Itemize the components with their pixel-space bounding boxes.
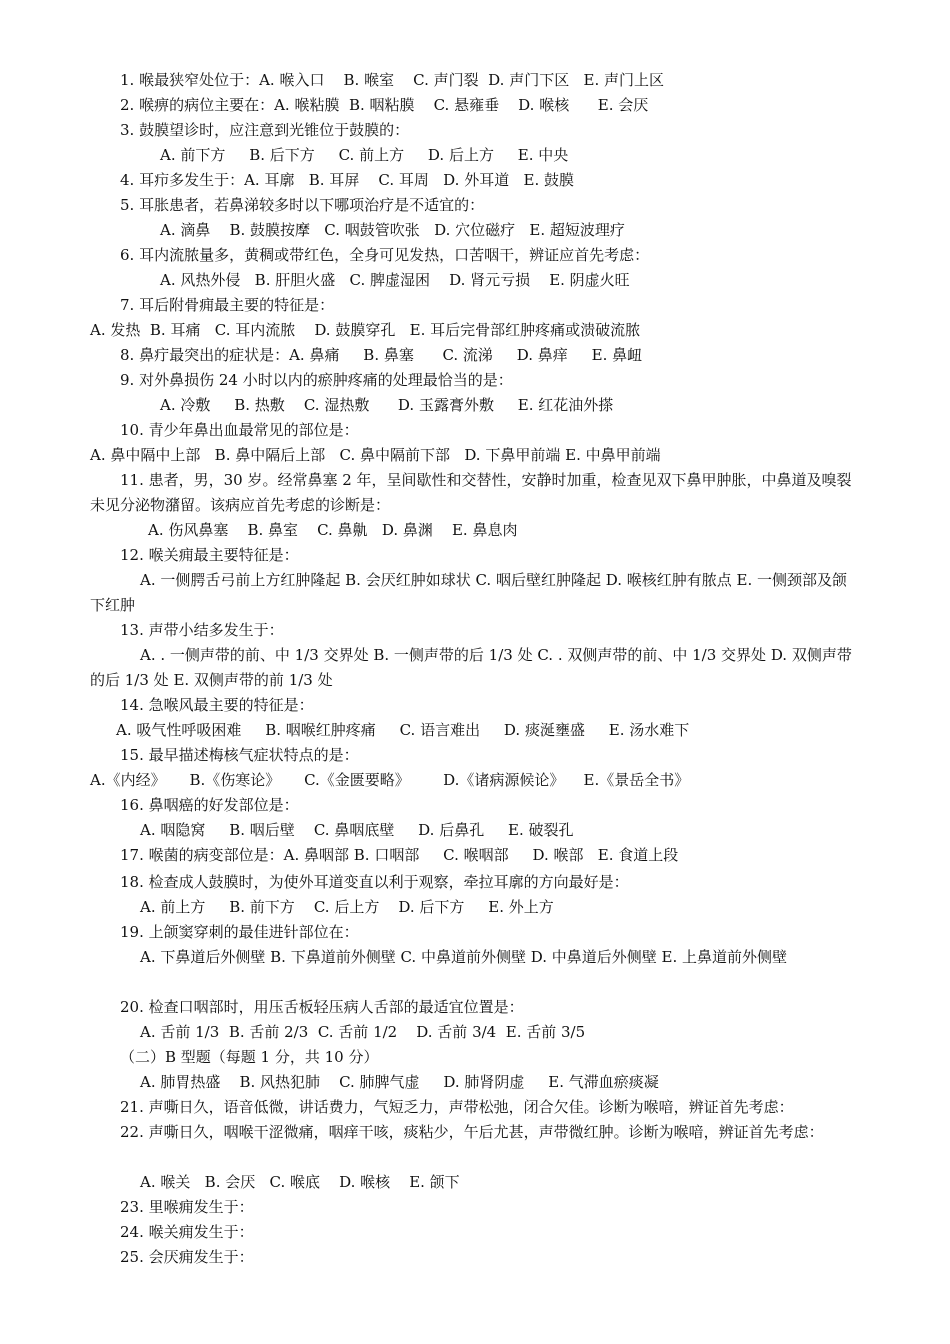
question-4: 4. 耳疖多发生于：A. 耳廓 B. 耳屏 C. 耳周 D. 外耳道 E. 鼓膜: [120, 171, 574, 189]
question-14: 14. 急喉风最主要的特征是：: [120, 696, 314, 714]
question-21: 21. 声嘶日久，语音低微，讲话费力，气短乏力，声带松弛，闭合欠佳。诊断为喉喑，辨证首先考虑：: [120, 1098, 794, 1116]
question-19-options: A. 下鼻道后外侧壁 B. 下鼻道前外侧壁 C. 中鼻道前外侧壁 D. 中鼻道后外侧壁 E. 上鼻道前外侧壁: [140, 948, 787, 966]
question-3-options: A. 前下方 B. 后下方 C. 前上方 D. 后上方 E. 中央: [160, 146, 569, 164]
question-16: 16. 鼻咽癌的好发部位是：: [120, 796, 299, 814]
section-b-options-1: A. 肺胃热盛 B. 风热犯肺 C. 肺脾气虚 D. 肺肾阴虚 E. 气滞血瘀痰凝: [140, 1073, 659, 1091]
question-13: 13. 声带小结多发生于：: [120, 621, 284, 639]
question-11: 11. 患者，男，30 岁。经常鼻塞 2 年，呈间歇性和交替性，安静时加重，检查见双下鼻甲肿胀，中鼻道及嗅裂未见分泌物潴留。该病应首先考虑的诊断是：: [90, 471, 852, 514]
question-18: 18. 检查成人鼓膜时，为使外耳道变直以利于观察，牵拉耳廓的方向最好是：: [120, 873, 629, 891]
question-5-options: A. 滴鼻 B. 鼓膜按摩 C. 咽鼓管吹张 D. 穴位磁疗 E. 超短波理疗: [160, 221, 625, 239]
question-22: 22. 声嘶日久，咽喉干涩微痛，咽痒干咳，痰粘少，午后尤甚，声带微红肿。诊断为喉喑，辨证首先考虑：: [120, 1123, 824, 1141]
question-10-options: A. 鼻中隔中上部 B. 鼻中隔后上部 C. 鼻中隔前下部 D. 下鼻甲前端 E. 中鼻甲前端: [90, 446, 661, 464]
question-5: 5. 耳胀患者，若鼻涕较多时以下哪项治疗是不适宜的：: [120, 196, 485, 214]
question-17: 17. 喉菌的病变部位是：A. 鼻咽部 B. 口咽部 C. 喉咽部 D. 喉部 E. 食道上段: [120, 846, 679, 864]
question-10: 10. 青少年鼻出血最常见的部位是：: [120, 421, 359, 439]
question-23: 23. 里喉痈发生于：: [120, 1198, 254, 1216]
question-18-options: A. 前上方 B. 前下方 C. 后上方 D. 后下方 E. 外上方: [140, 898, 554, 916]
question-15: 15. 最早描述梅核气症状特点的是：: [120, 746, 359, 764]
question-1: 1. 喉最狭窄处位于：A. 喉入口 B. 喉室 C. 声门裂 D. 声门下区 E. 声门上区: [120, 71, 664, 89]
question-9-options: A. 冷敷 B. 热敷 C. 湿热敷 D. 玉露膏外敷 E. 红花油外搽: [160, 396, 614, 414]
question-6-options: A. 风热外侵 B. 肝胆火盛 C. 脾虚湿困 D. 肾元亏损 E. 阴虚火旺: [160, 271, 630, 289]
question-11-options: A. 伤风鼻塞 B. 鼻室 C. 鼻鼽 D. 鼻渊 E. 鼻息肉: [148, 521, 518, 539]
section-b-heading: （二）B 型题（每题 1 分，共 10 分）: [120, 1048, 379, 1066]
question-14-options: A. 吸气性呼吸困难 B. 咽喉红肿疼痛 C. 语言难出 D. 痰涎壅盛 E. 汤水难下: [116, 721, 690, 739]
question-6: 6. 耳内流脓量多，黄稠或带红色，全身可见发热，口苦咽干，辨证应首先考虑：: [120, 246, 650, 264]
question-2: 2. 喉痹的病位主要在：A. 喉粘膜 B. 咽粘膜 C. 悬雍垂 D. 喉核 E. 会厌: [120, 96, 649, 114]
question-12-options: A. 一侧腭舌弓前上方红肿隆起 B. 会厌红肿如球状 C. 咽后壁红肿隆起 D. 喉核红肿有脓点 E. 一侧颈部及颌下红肿: [90, 571, 847, 614]
question-20-options: A. 舌前 1/3 B. 舌前 2/3 C. 舌前 1/2 D. 舌前 3/4 E. 舌前 3/5: [140, 1023, 586, 1041]
question-19: 19. 上颌窦穿刺的最佳进针部位在：: [120, 923, 359, 941]
section-b-options-2: A. 喉关 B. 会厌 C. 喉底 D. 喉核 E. 颌下: [140, 1173, 460, 1191]
question-7: 7. 耳后附骨痈最主要的特征是：: [120, 296, 335, 314]
question-20: 20. 检查口咽部时，用压舌板轻压病人舌部的最适宜位置是：: [120, 998, 524, 1016]
question-13-options: A. . 一侧声带的前、中 1/3 交界处 B. 一侧声带的后 1/3 处 C. . 双侧声带的前、中 1/3 交界处 D. 双侧声带的后 1/3 处 E. 双侧声带的前 1/3 处: [90, 646, 852, 689]
question-24: 24. 喉关痈发生于：: [120, 1223, 254, 1241]
question-12: 12. 喉关痈最主要特征是：: [120, 546, 299, 564]
question-8: 8. 鼻疔最突出的症状是：A. 鼻痛 B. 鼻塞 C. 流涕 D. 鼻痒 E. 鼻衄: [120, 346, 643, 364]
question-15-options: A.《内经》 B.《伤寒论》 C.《金匮要略》 D.《诸病源候论》 E.《景岳全书》: [90, 771, 690, 789]
question-3: 3. 鼓膜望诊时，应注意到光锥位于鼓膜的：: [120, 121, 410, 139]
question-9: 9. 对外鼻损伤 24 小时以内的瘀肿疼痛的处理最恰当的是：: [120, 371, 513, 389]
question-25: 25. 会厌痈发生于：: [120, 1248, 254, 1266]
question-7-options: A. 发热 B. 耳痛 C. 耳内流脓 D. 鼓膜穿孔 E. 耳后完骨部红肿疼痛或溃破流脓: [90, 321, 641, 339]
question-16-options: A. 咽隐窝 B. 咽后壁 C. 鼻咽底壁 D. 后鼻孔 E. 破裂孔: [140, 821, 574, 839]
